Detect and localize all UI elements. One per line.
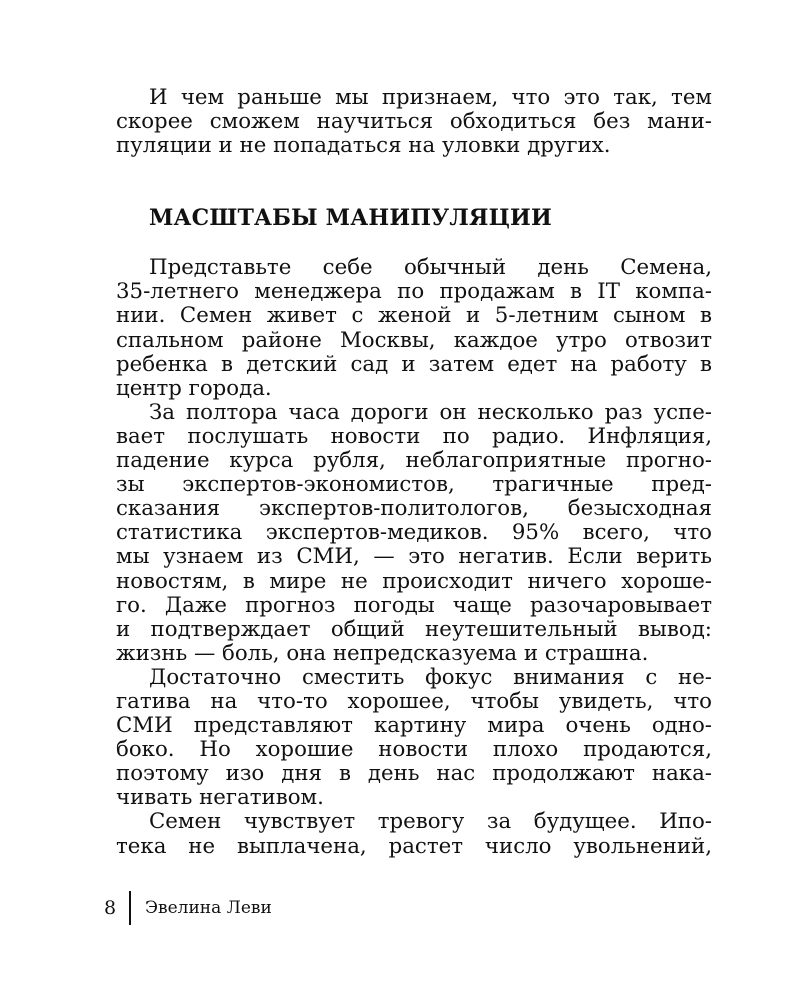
text-line: За полтора часа дороги он несколько раз успе- [149,400,712,425]
text-line: Представьте себе обычный день Семена, [149,256,712,281]
text-line: нии. Семен живет с женой и 5-летним сыном в [116,304,712,329]
section-heading: МАСШТАБЫ МАНИПУЛЯЦИИ [149,205,553,232]
text-line: го. Даже прогноз погоды чаще разочаровывает [116,593,712,618]
text-line: И чем раньше мы признаем, что это так, тем [149,86,712,110]
page-content [116,86,712,859]
text-line: Семен чувствует тревогу за будущее. Ипо- [149,810,712,835]
text-line: СМИ представляют картину мира очень одно- [116,714,712,739]
text-line: жизнь — боль, она непредсказуема и страшна. [116,641,649,666]
text-line: скорее сможем научиться обходиться без мани- [116,110,712,135]
text-line: чивать негативом. [116,786,324,811]
text-line: поэтому изо дня в день нас продолжают нака- [116,762,712,787]
page-number: 8 [104,897,117,919]
text-line: падение курса рубля, неблагоприятные прогно- [116,449,712,474]
text-line: боко. Но хорошие новости плохо продаются, [116,738,712,763]
text-line: мы узнаем из СМИ, — это негатив. Если верить [116,545,712,570]
body-text [116,256,712,858]
text-line: центр города. [116,376,272,401]
text-line: гатива на что-то хорошее, чтобы увидеть, что [116,689,712,714]
intro-paragraph [116,86,712,158]
text-line: сказания экспертов-политологов, безысходная [116,497,712,522]
page-footer [104,890,272,926]
text-line: 35-летнего менеджера по продажам в IT компа- [116,280,712,305]
text-line: вает послушать новости по радио. Инфляция, [116,424,712,449]
text-line: спальном районе Москвы, каждое утро отвозит [116,328,712,353]
author-name: Эвелина Леви [145,898,272,918]
footer-divider [129,891,131,925]
text-line: статистика экспертов-медиков. 95% всего, что [116,521,712,546]
text-line: Достаточно сместить фокус внимания с не- [149,665,712,690]
text-line: тека не выплачена, растет число увольнений, [116,834,712,859]
spacer [116,158,712,204]
text-line: ребенка в детский сад и затем едет на работу в [116,352,712,377]
spacer [116,232,712,256]
text-line: новостям, в мире не происходит ничего хороше- [116,569,712,594]
text-line: пуляции и не попадаться на уловки других. [116,134,611,159]
text-line: и подтверждает общий неутешительный вывод: [116,617,712,642]
text-line: зы экспертов-экономистов, трагичные пред- [116,473,712,498]
